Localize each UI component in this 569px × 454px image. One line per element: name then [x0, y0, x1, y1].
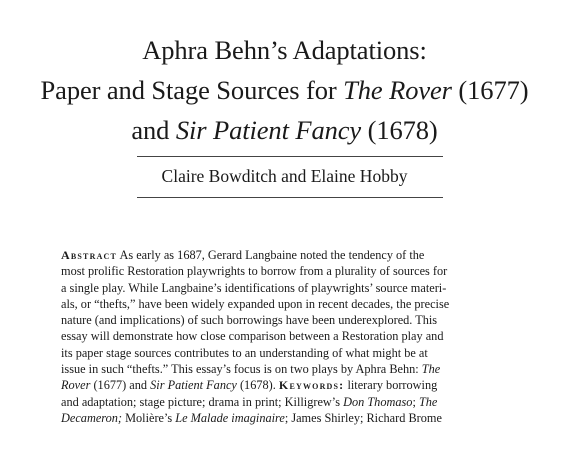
authors-top-rule — [137, 156, 443, 157]
abstract — [61, 247, 511, 426]
abstract-line-4: als, or “thefts,” have been widely expanded upon in recent decades, the precise — [61, 296, 450, 311]
abstract-italic-the: The — [421, 362, 441, 377]
title-line-2-suffix: (1677) — [451, 75, 529, 105]
authors-bottom-rule — [137, 197, 443, 198]
title-play-sir-patient-fancy: Sir Patient Fancy — [175, 115, 362, 145]
abstract-text-11a: Molière’s — [122, 410, 176, 425]
abstract-text-10a: and adaptation; stage picture; drama in print; Killigrew’s — [61, 394, 344, 409]
abstract-line-2: most prolific Restoration playwrights to borrow from a plurality of sources for — [61, 264, 448, 279]
abstract-line-1 — [61, 247, 511, 263]
abstract-text-9a: (1677) and — [90, 378, 151, 393]
abstract-italic-decameron: Decameron; — [61, 410, 123, 425]
article-title — [0, 30, 569, 150]
title-line-3-suffix: (1678) — [361, 115, 438, 145]
title-play-the-rover: The Rover — [343, 75, 452, 105]
abstract-text-1: As early as 1687, Gerard Langbaine noted the tendency of the — [117, 248, 425, 262]
abstract-italic-sir-patient-fancy: Sir Patient Fancy — [150, 378, 237, 393]
abstract-line-6: essay will demonstrate how close comparison between a Restoration play and — [61, 329, 444, 344]
abstract-text-10b: ; — [412, 394, 419, 409]
abstract-label: Abstract — [61, 248, 118, 262]
keywords-label: Keywords: — [278, 378, 345, 393]
title-line-1: Aphra Behn’s Adaptations: — [142, 35, 427, 65]
title-line-3 — [0, 110, 569, 150]
abstract-line-8 — [61, 361, 511, 377]
abstract-line-10 — [61, 394, 511, 410]
abstract-line-5: nature (and implications) of such borrowings have been underexplored. This — [61, 313, 438, 328]
abstract-text-9b: (1678). — [236, 378, 279, 393]
title-line-2-prefix: Paper and Stage Sources for — [40, 75, 344, 105]
title-line-2 — [0, 70, 569, 110]
abstract-italic-the-2: The — [418, 394, 438, 409]
abstract-text-11b: ; James Shirley; Richard Brome — [284, 410, 442, 425]
abstract-text-9c: literary borrowing — [344, 378, 438, 393]
abstract-italic-le-malade-imaginaire: Le Malade imaginaire — [175, 410, 285, 425]
abstract-text-8: issue in such “thefts.” This essay’s focus is on two plays by Aphra Behn: — [61, 362, 422, 377]
abstract-line-9 — [61, 377, 511, 393]
abstract-italic-don-thomaso: Don Thomaso — [343, 394, 413, 409]
authors: Claire Bowditch and Elaine Hobby — [161, 166, 408, 186]
title-line-3-prefix: and — [131, 115, 176, 145]
abstract-line-3: a single play. While Langbaine’s identifications of playwrights’ source materi- — [61, 280, 447, 295]
abstract-line-7: its paper stage sources contributes to an understanding of what might be at — [61, 345, 428, 360]
abstract-italic-rover: Rover — [61, 378, 91, 393]
abstract-line-11 — [61, 410, 511, 426]
